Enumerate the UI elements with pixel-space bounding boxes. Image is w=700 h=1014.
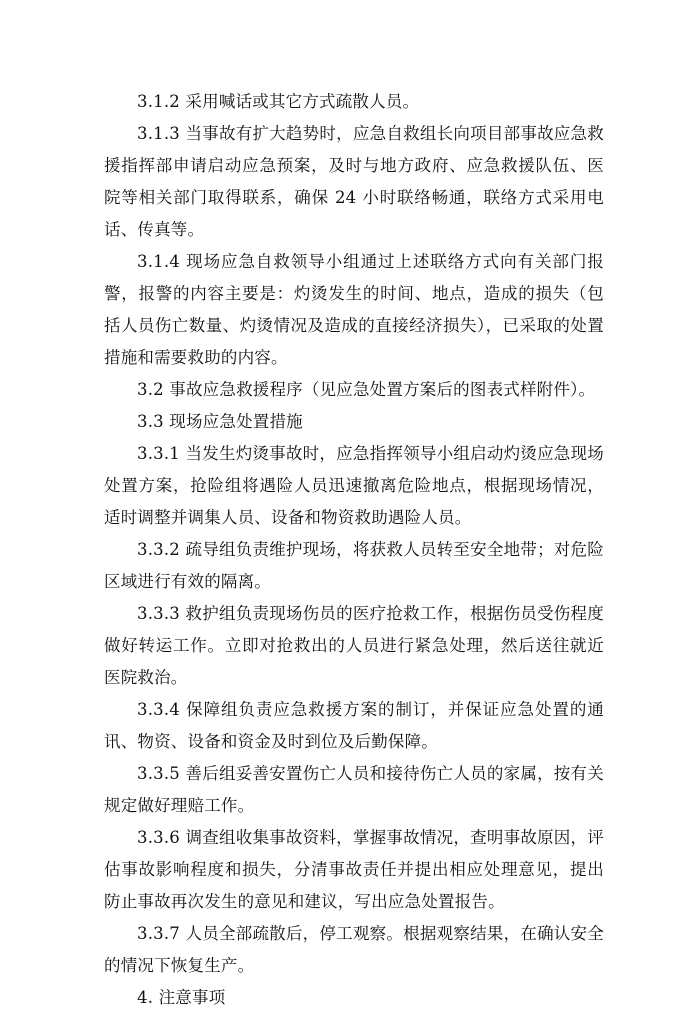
paragraph-3-3-4: 3.3.4 保障组负责应急救援方案的制订，并保证应急处置的通讯、物资、设备和资金及时到位及后勤保障。 — [104, 700, 604, 751]
paragraph-3-3-2: 3.3.2 疏导组负责维护现场，将获救人员转至安全地带；对危险区域进行有效的隔离。 — [104, 540, 604, 591]
document-body — [104, 86, 604, 1014]
paragraph-3-2: 3.2 事故应急救援程序（见应急处置方案后的图表式样附件）。 — [137, 380, 596, 399]
heading-3-3: 3.3 现场应急处置措施 — [137, 412, 303, 431]
paragraph-3-1-3: 3.1.3 当事故有扩大趋势时，应急自救组长向项目部事故应急救援指挥部申请启动应急预案，及时与地方政府、应急救援队伍、医院等相关部门取得联系，确保 24 小时联络畅通，联络方式采用电话、传真等。 — [104, 124, 604, 239]
paragraph-3-3-7: 3.3.7 人员全部疏散后，停工观察。根据观察结果，在确认安全的情况下恢复生产。 — [104, 924, 604, 975]
paragraph-3-3-3: 3.3.3 救护组负责现场伤员的医疗抢救工作，根据伤员受伤程度做好转运工作。立即对抢救出的人员进行紧急处理，然后送往就近医院救治。 — [104, 604, 604, 687]
paragraph-3-1-2: 3.1.2 采用喊话或其它方式疏散人员。 — [137, 92, 420, 111]
paragraph-3-3-5: 3.3.5 善后组妥善安置伤亡人员和接待伤亡人员的家属，按有关规定做好理赔工作。 — [104, 764, 604, 815]
paragraph-3-1-4: 3.1.4 现场应急自救领导小组通过上述联络方式向有关部门报警，报警的内容主要是：灼烫发生的时间、地点，造成的损失（包括人员伤亡数量、灼烫情况及造成的直接经济损失），已采取的处置措施和需要救助的内容。 — [104, 252, 604, 367]
paragraph-3-3-6: 3.3.6 调查组收集事故资料，掌握事故情况，查明事故原因，评估事故影响程度和损失，分清事故责任并提出相应处理意见，提出防止事故再次发生的意见和建议，写出应急处置报告。 — [104, 828, 604, 911]
heading-4: 4. 注意事项 — [137, 988, 226, 1007]
paragraph-3-3-1: 3.3.1 当发生灼烫事故时，应急指挥领导小组启动灼烫应急现场处置方案，抢险组将遇险人员迅速撤离危险地点，根据现场情况，适时调整并调集人员、设备和物资救助遇险人员。 — [104, 444, 604, 527]
